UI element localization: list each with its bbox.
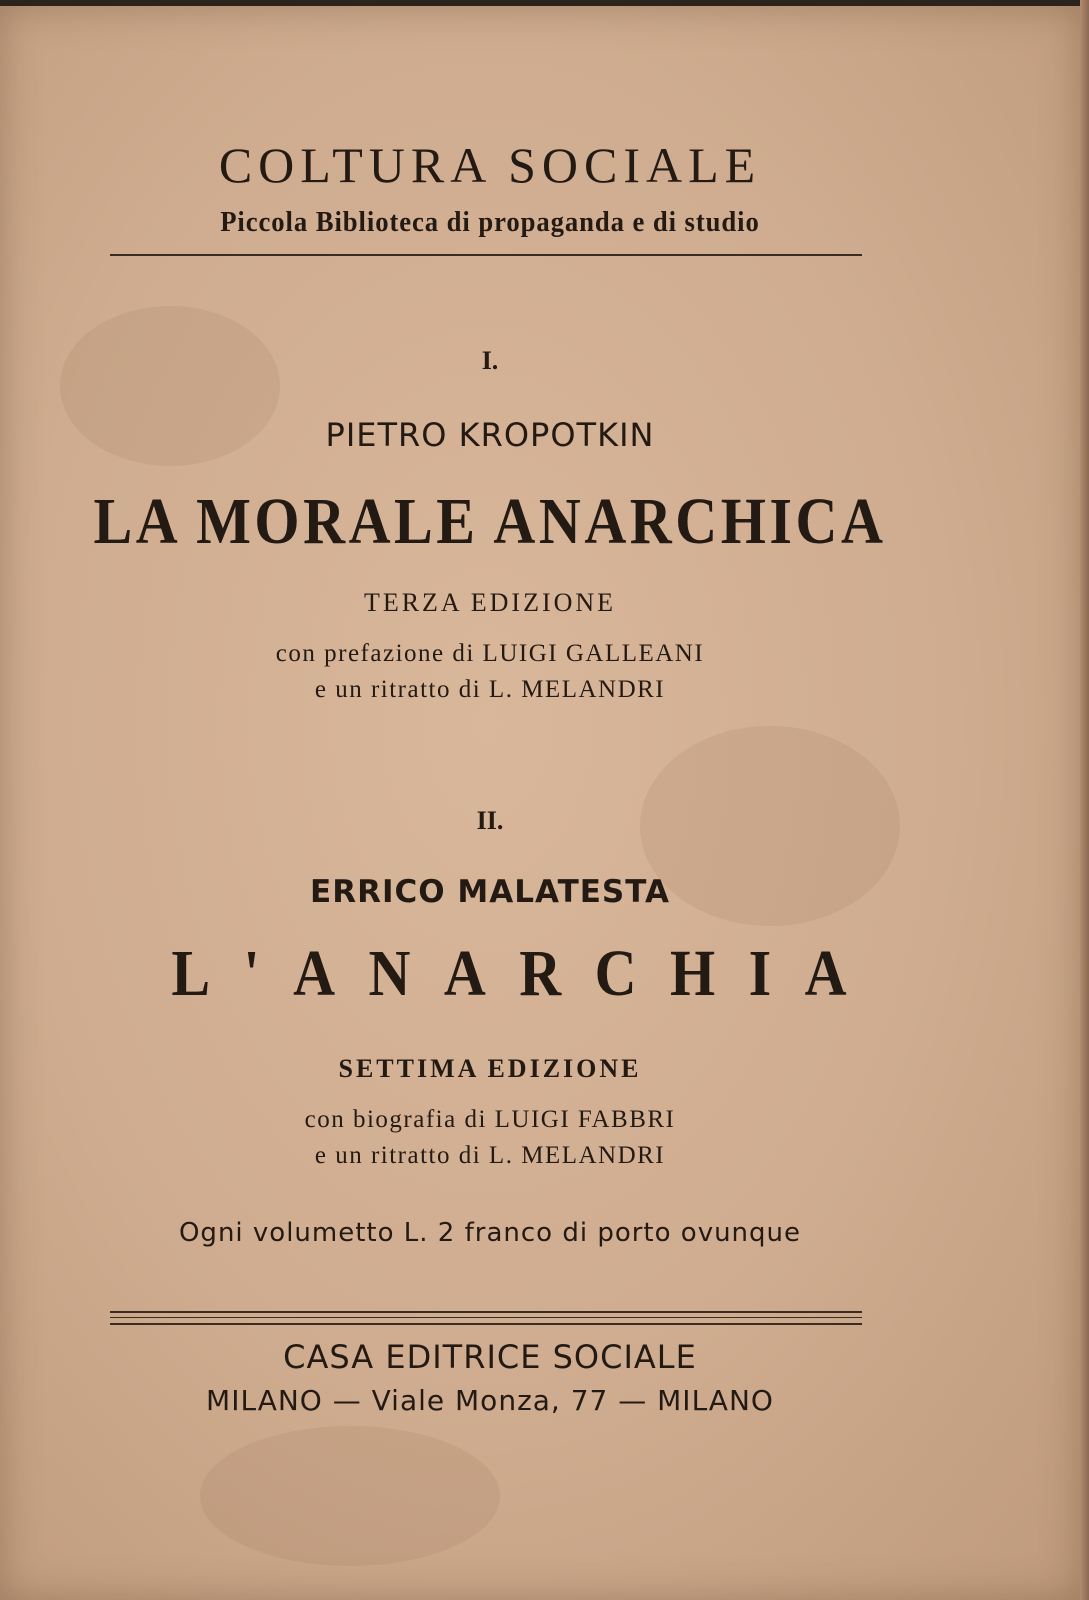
series-subtitle: Piccola Biblioteca di propaganda e di studio bbox=[220, 206, 760, 238]
footer-rule-bottom bbox=[110, 1323, 862, 1325]
volume-1-credit-line-2: e un ritratto di L. MELANDRI bbox=[314, 676, 666, 703]
series-title: COLTURA SOCIALE bbox=[218, 137, 762, 193]
footer-rule-middle bbox=[110, 1317, 862, 1318]
header-rule bbox=[110, 254, 862, 256]
paper-stain bbox=[200, 1426, 500, 1566]
footer-rule-top bbox=[110, 1311, 862, 1313]
volume-2-credit-line-2: e un ritratto di L. MELANDRI bbox=[314, 1142, 666, 1169]
publisher-address: MILANO — Viale Monza, 77 — MILANO bbox=[206, 1384, 774, 1417]
volume-1-numeral: I. bbox=[481, 346, 499, 375]
printed-page bbox=[0, 6, 1082, 1600]
volume-1-author: PIETRO KROPOTKIN bbox=[325, 416, 655, 454]
price-note: Ogni volumetto L. 2 franco di porto ovunque bbox=[178, 1218, 802, 1248]
volume-2-numeral: II. bbox=[476, 806, 504, 835]
publisher-name: CASA EDITRICE SOCIALE bbox=[283, 1338, 697, 1376]
volume-2-credit-line-1: con biografia di LUIGI FABBRI bbox=[304, 1106, 676, 1133]
volume-1-edition: TERZA EDIZIONE bbox=[363, 588, 617, 617]
volume-2-author: ERRICO MALATESTA bbox=[310, 874, 670, 910]
volume-2-edition: SETTIMA EDIZIONE bbox=[338, 1054, 642, 1083]
volume-1-credit-line-1: con prefazione di LUIGI GALLEANI bbox=[275, 640, 705, 667]
volume-1-title: LA MORALE ANARCHICA bbox=[93, 485, 887, 558]
volume-2-title: L'ANARCHIA bbox=[171, 937, 881, 1010]
book-right-edge bbox=[1080, 0, 1089, 1600]
